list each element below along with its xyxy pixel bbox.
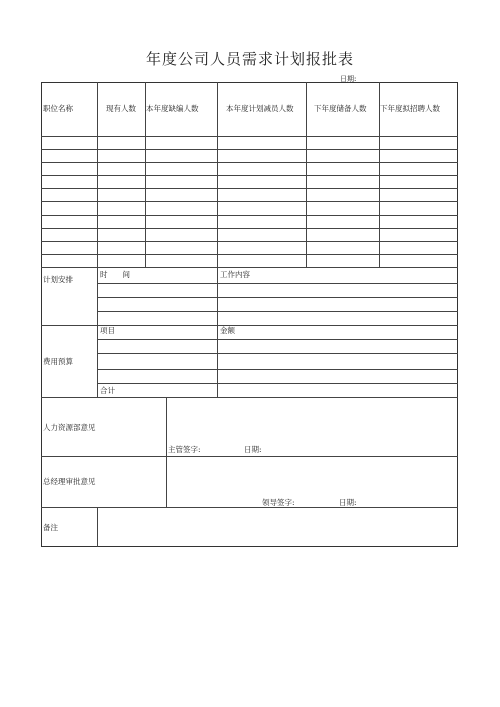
gm-approval-label: 总经理审批意见 — [43, 477, 96, 486]
rule — [97, 383, 458, 384]
rule — [217, 267, 218, 397]
rule — [166, 397, 167, 507]
rule — [97, 369, 458, 370]
rule — [97, 82, 98, 267]
budget-item-label: 项目 — [100, 326, 115, 335]
rule — [97, 283, 458, 284]
rule — [97, 311, 458, 312]
hr-date-label: 日期: — [244, 445, 262, 454]
budget-amount-label: 金额 — [220, 326, 235, 335]
budget-label: 费用预算 — [43, 357, 73, 366]
rule — [41, 241, 458, 242]
rule — [306, 82, 307, 267]
form-table — [41, 82, 458, 547]
plan-label: 计划安排 — [43, 275, 73, 284]
rule — [41, 162, 458, 163]
rule — [97, 507, 98, 547]
header-next-year-reserve: 下年度储备人数 — [314, 104, 367, 113]
rule — [41, 397, 458, 398]
gm-date-label: 日期: — [339, 498, 357, 507]
rule — [41, 507, 458, 508]
header-position-name: 职位名称 — [43, 104, 73, 113]
remarks-label: 备注 — [43, 523, 58, 532]
rule — [97, 267, 98, 397]
rule — [41, 149, 458, 150]
rule — [41, 201, 458, 202]
rule — [41, 267, 458, 268]
hr-signature-label: 主管签字: — [168, 445, 201, 454]
rule — [97, 353, 458, 354]
budget-total-label: 合计 — [100, 386, 115, 395]
header-planned-reduction: 本年度计划减员人数 — [226, 104, 294, 113]
header-next-year-recruit: 下年度拟招聘人数 — [380, 104, 440, 113]
header-vacancy-count: 本年度缺编人数 — [146, 104, 199, 113]
rule — [41, 136, 458, 137]
plan-time-label: 时 间 — [100, 270, 130, 279]
header-date-label: 日期: — [340, 75, 357, 83]
rule — [41, 188, 458, 189]
rule — [41, 456, 458, 457]
gm-signature-label: 领导签字: — [262, 498, 295, 507]
rule — [41, 254, 458, 255]
rule — [217, 82, 218, 267]
rule — [41, 215, 458, 216]
header-current-count: 现有人数 — [106, 104, 136, 113]
plan-content-label: 工作内容 — [220, 270, 250, 279]
page-title: 年度公司人员需求计划报批表 — [145, 50, 354, 68]
rule — [97, 297, 458, 298]
rule — [41, 175, 458, 176]
rule — [97, 339, 458, 340]
rule — [41, 228, 458, 229]
hr-opinion-label: 人力资源部意见 — [43, 423, 96, 432]
